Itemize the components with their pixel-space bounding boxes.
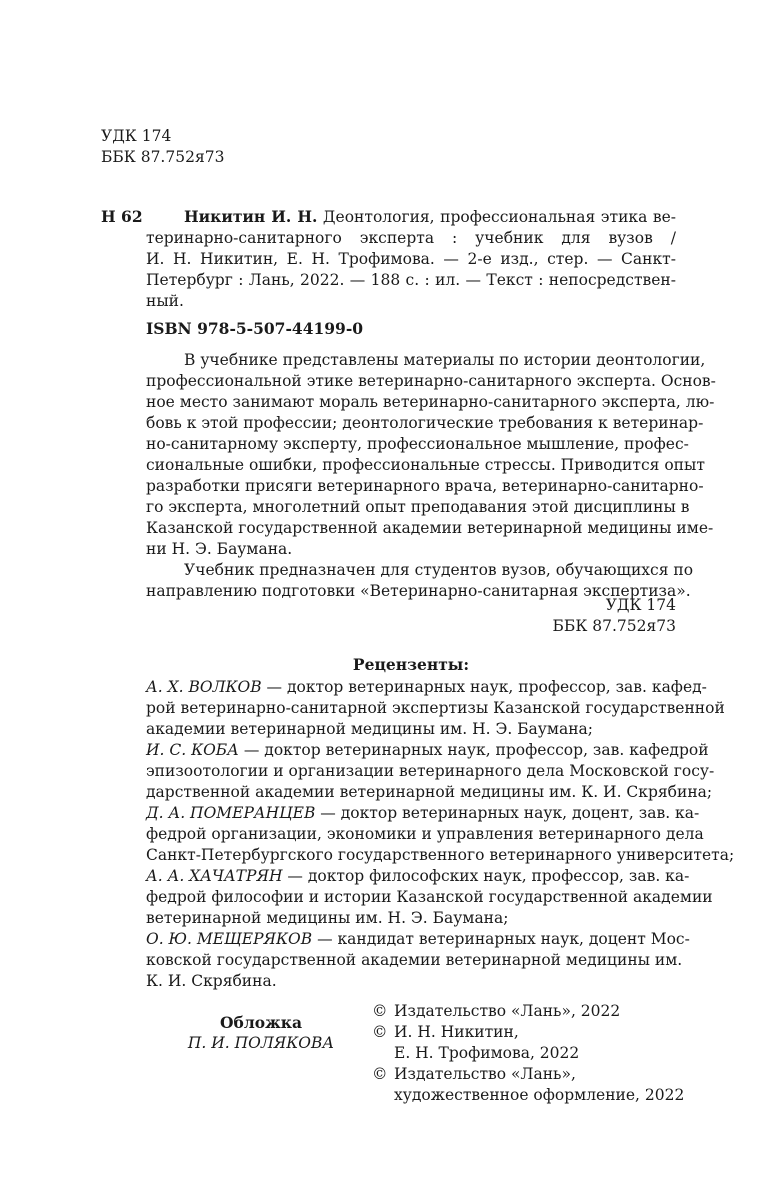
classification-top <box>101 126 224 168</box>
abstract-line: В учебнике представлены материалы по истории деонтологии, <box>184 351 706 369</box>
copyright-icon: © <box>372 1023 388 1041</box>
purpose-line: Учебник предназначен для студентов вузов, обучающихся по <box>184 561 694 579</box>
isbn: ISBN 978-5-507-44199-0 <box>146 319 364 338</box>
abstract-line: сиональные ошибки, профессиональные стрессы. Приводится опыт <box>146 456 705 474</box>
cover-label: Обложка <box>220 1013 302 1032</box>
udk-code-right: УДК 174 <box>605 596 676 614</box>
reviewer-entry: И. С. КОБА — доктор ветеринарных наук, профессор, зав. кафедрой <box>146 741 709 759</box>
abstract-line: Казанской государственной академии ветеринарной медицины име- <box>146 519 714 537</box>
reviewer-line: К. И. Скрябина. <box>146 972 277 990</box>
author-index-code: Н 62 <box>101 207 143 226</box>
bib-line-3: Петербург : Лань, 2022. — 188 с. : ил. — Текст : непосредствен- <box>146 271 676 289</box>
bbk-code-right: ББК 87.752я73 <box>552 617 676 635</box>
cover-credit <box>146 1012 376 1054</box>
reviewers-list <box>146 677 735 992</box>
bib-line-2: И. Н. Никитин, Е. Н. Трофимова. — 2-е изд., стер. — Санкт- <box>146 250 676 268</box>
reviewer-entry: Д. А. ПОМЕРАНЦЕВ — доктор ветеринарных наук, доцент, зав. ка- <box>146 804 700 822</box>
reviewer-name: А. А. ХАЧАТРЯН <box>146 867 283 885</box>
reviewer-name: О. Ю. МЕЩЕРЯКОВ <box>146 930 313 948</box>
copyright-line: Издательство «Лань», 2022 <box>394 1002 621 1020</box>
copyright-line: И. Н. Никитин, <box>394 1023 519 1041</box>
reviewer-line: ковской государственной академии ветеринарной медицины им. <box>146 951 683 969</box>
reviewer-entry: А. А. ХАЧАТРЯН — доктор философских наук, профессор, зав. ка- <box>146 867 690 885</box>
abstract-line: го эксперта, многолетний опыт преподавания этой дисциплины в <box>146 498 690 516</box>
classification-right <box>553 595 676 637</box>
abstract-line: разработки присяги ветеринарного врача, ветеринарно-санитарно- <box>146 477 704 495</box>
cover-artist: П. И. ПОЛЯКОВА <box>187 1034 335 1052</box>
reviewer-line: академии ветеринарной медицины им. Н. Э. Баумана; <box>146 720 594 738</box>
reviewer-entry: О. Ю. МЕЩЕРЯКОВ — кандидат ветеринарных наук, доцент Мос- <box>146 930 690 948</box>
author-name: Никитин И. Н. <box>184 207 318 226</box>
reviewer-line: ветеринарной медицины им. Н. Э. Баумана; <box>146 909 509 927</box>
copyright-entry <box>372 1064 692 1106</box>
reviewer-line: дарственной академии ветеринарной медицины им. К. И. Скрябина; <box>146 783 713 801</box>
bbk-code: ББК 87.752я73 <box>101 148 225 166</box>
reviewer-entry: А. Х. ВОЛКОВ — доктор ветеринарных наук, профессор, зав. кафед- <box>146 678 707 696</box>
copyright-entry <box>372 1001 692 1022</box>
bib-line-4: ный. <box>146 292 184 310</box>
purpose-line: направлению подготовки «Ветеринарно-санитарная экспертиза». <box>146 582 691 600</box>
abstract <box>146 350 716 602</box>
reviewer-name: Д. А. ПОМЕРАНЦЕВ <box>146 804 316 822</box>
abstract-line: профессиональной этике ветеринарно-санитарного эксперта. Основ- <box>146 372 716 390</box>
copyright-block <box>372 1001 692 1106</box>
copyright-line: Издательство «Лань», <box>394 1065 576 1083</box>
reviewer-line: федрой организации, экономики и управления ветеринарного дела <box>146 825 704 843</box>
copyright-line: Е. Н. Трофимова, 2022 <box>394 1044 580 1062</box>
copyright-icon: © <box>372 1065 388 1083</box>
udk-code: УДК 174 <box>101 127 172 145</box>
copyright-icon: © <box>372 1002 388 1020</box>
copyright-line: художественное оформление, 2022 <box>394 1086 685 1104</box>
reviewer-line: федрой философии и истории Казанской государственной академии <box>146 888 713 906</box>
abstract-line: но-санитарному эксперту, профессиональное мышление, профес- <box>146 435 689 453</box>
reviewer-name: И. С. КОБА <box>146 741 239 759</box>
bib-line-1: теринарно-санитарного эксперта : учебник для вузов / <box>146 229 676 247</box>
copyright-entry <box>372 1022 692 1064</box>
reviewer-line: Санкт-Петербургского государственного ветеринарного университета; <box>146 846 735 864</box>
bibliographic-record <box>146 206 676 312</box>
reviewer-name: А. Х. ВОЛКОВ <box>146 678 262 696</box>
abstract-line: ное место занимают мораль ветеринарно-санитарного эксперта, лю- <box>146 393 715 411</box>
abstract-line: бовь к этой профессии; деонтологические требования к ветеринар- <box>146 414 704 432</box>
reviewer-line: эпизоотологии и организации ветеринарного дела Московской госу- <box>146 762 715 780</box>
bib-line-0: Никитин И. Н. Деонтология, профессиональная этика ве- <box>184 207 676 226</box>
abstract-line: ни Н. Э. Баумана. <box>146 540 293 558</box>
reviewers-heading: Рецензенты: <box>352 655 470 674</box>
reviewer-line: рой ветеринарно-санитарной экспертизы Казанской государственной <box>146 699 725 717</box>
